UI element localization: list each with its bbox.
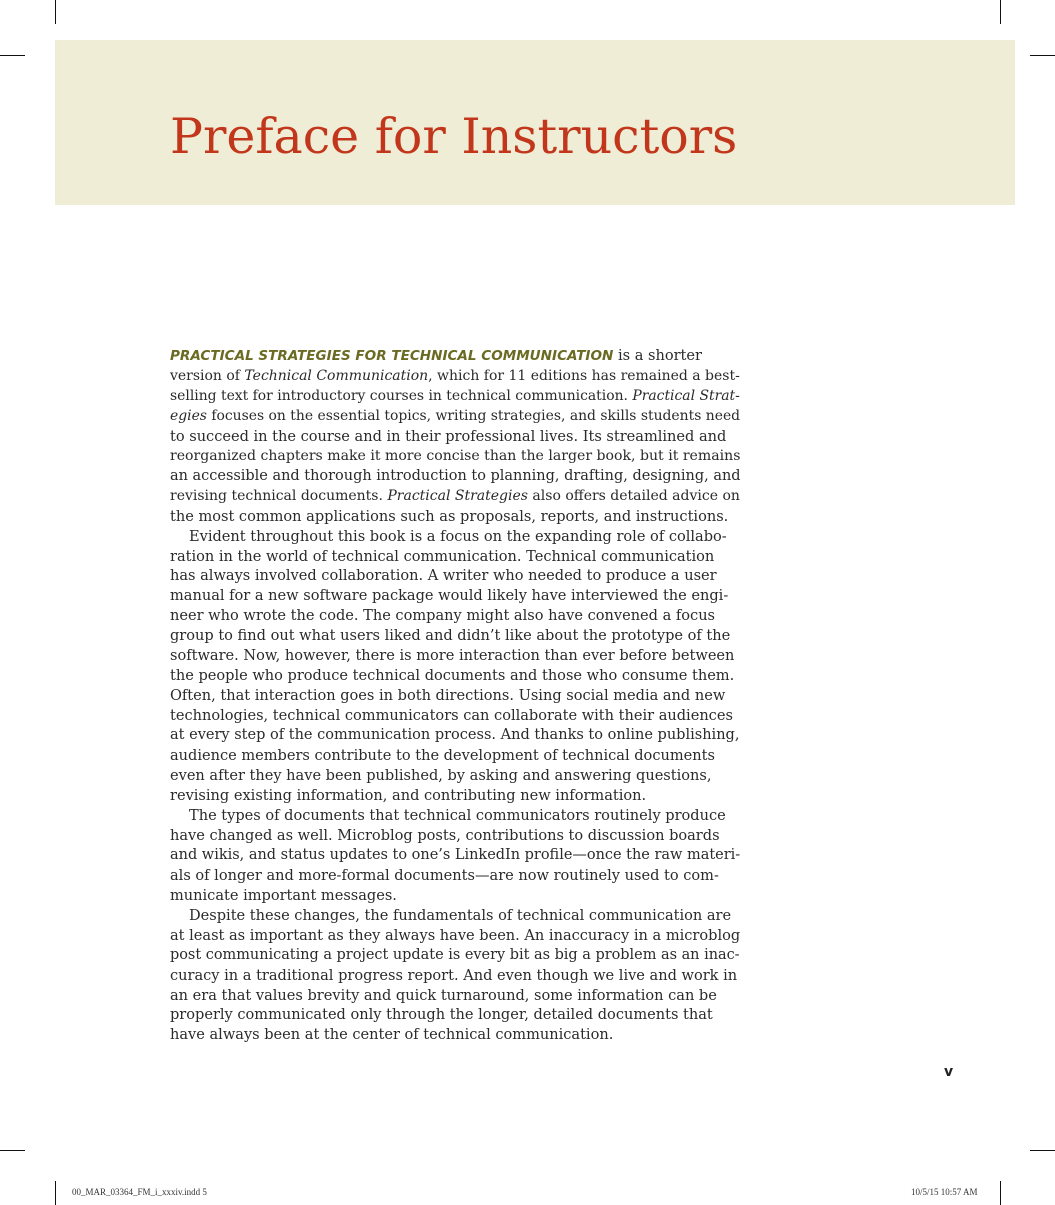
text-line [170, 606, 742, 626]
paragraph [170, 906, 742, 1046]
text-run: reorganized chapters make it more concise than the larger book, but it remains [170, 447, 741, 464]
text-line [170, 566, 742, 586]
text-run: software. Now, however, there is more interaction than ever before between [170, 647, 735, 665]
text-line [170, 926, 742, 946]
text-run: curacy in a traditional progress report. And even though we live and work in [170, 966, 738, 984]
text-run: Often, that interaction goes in both directions. Using social media and new [170, 687, 726, 705]
text-line [170, 886, 742, 906]
text-line [170, 387, 742, 407]
text-run: group to find out what users liked and didn’t like about the prototype of the [170, 627, 731, 645]
text-line [170, 447, 742, 467]
italic-text: Technical Communication [244, 367, 429, 384]
text-run: post communicating a project update is every bit as big a problem as an inac- [170, 946, 740, 963]
paragraph [170, 346, 742, 527]
italic-text: egies [170, 407, 207, 424]
slug-filename: 00_MAR_03364_FM_i_xxxiv.indd 5 [72, 1187, 207, 1197]
text-run: Evident throughout this book is a focus on the expanding role of collabo- [189, 527, 727, 545]
text-run: , which for 11 editions has remained a best- [428, 367, 740, 384]
text-run: the most common applications such as proposals, reports, and instructions. [170, 507, 729, 525]
text-line [170, 966, 742, 986]
italic-text: Practical Strategies [387, 487, 528, 504]
text-line [170, 786, 742, 806]
text-run: The types of documents that technical communicators routinely produce [189, 806, 726, 824]
text-line [170, 866, 742, 886]
text-line [170, 746, 742, 766]
text-run: have always been at the center of technical communication. [170, 1026, 614, 1044]
text-run: version of [170, 367, 245, 384]
text-line [170, 846, 742, 866]
text-line [170, 1025, 742, 1045]
text-run: properly communicated only through the longer, detailed documents that [170, 1006, 713, 1024]
text-line [170, 427, 742, 447]
lead-in-title: PRACTICAL STRATEGIES FOR TECHNICAL COMMUNICATION [170, 348, 614, 364]
italic-text: Practical Strat- [632, 387, 740, 404]
text-line [170, 507, 742, 527]
text-line [170, 626, 742, 646]
text-run: an era that values brevity and quick turnaround, some information can be [170, 986, 717, 1004]
page-title: Preface for Instructors [170, 108, 738, 165]
text-run: als of longer and more-formal documents—are now routinely used to com- [170, 866, 719, 884]
crop-mark-bottom-left [55, 1181, 56, 1205]
text-run: ration in the world of technical communication. Technical communication [170, 547, 715, 565]
text-run: revising existing information, and contributing new information. [170, 786, 647, 804]
text-line [170, 726, 742, 746]
text-line [170, 467, 742, 487]
crop-mark-right-upper [1030, 55, 1055, 56]
text-line [170, 766, 742, 786]
text-run: focuses on the essential topics, writing strategies, and skills students need [206, 407, 741, 424]
preface-body [170, 346, 742, 1045]
text-line [170, 407, 742, 427]
text-run: selling text for introductory courses in technical communication. [170, 387, 633, 404]
paragraph [170, 527, 742, 806]
text-run: have changed as well. Microblog posts, contributions to discussion boards [170, 826, 720, 844]
text-run: Despite these changes, the fundamentals of technical communication are [189, 906, 732, 924]
text-run: neer who wrote the code. The company might also have convened a focus [170, 607, 716, 625]
slug-timestamp: 10/5/15 10:57 AM [911, 1187, 978, 1197]
text-line [170, 826, 742, 846]
text-line [170, 586, 742, 606]
text-line [170, 527, 742, 547]
crop-mark-bottom-right [1000, 1181, 1001, 1205]
text-line [170, 1005, 742, 1025]
text-run: manual for a new software package would likely have interviewed the engi- [170, 587, 729, 605]
text-line [170, 806, 742, 826]
text-line [170, 547, 742, 567]
crop-mark-left-lower [0, 1150, 25, 1151]
text-line [170, 646, 742, 666]
text-run: and wikis, and status updates to one’s LinkedIn profile—once the raw materi- [170, 846, 741, 863]
page-number: v [944, 1064, 954, 1080]
paragraph [170, 806, 742, 906]
crop-mark-top-left [55, 0, 56, 24]
text-run: audience members contribute to the development of technical documents [170, 747, 715, 765]
text-run: even after they have been published, by asking and answering questions, [170, 767, 712, 785]
text-line [170, 367, 742, 387]
text-run: an accessible and thorough introduction to planning, drafting, designing, and [170, 467, 741, 484]
text-line [170, 487, 742, 507]
crop-mark-right-lower [1030, 1150, 1055, 1151]
text-run: the people who produce technical documents and those who consume them. [170, 667, 735, 685]
text-run: at least as important as they always have been. An inaccuracy in a microblog [170, 926, 741, 944]
text-run: revising technical documents. [170, 487, 388, 504]
text-run: is a shorter [613, 347, 702, 364]
text-run: at every step of the communication process. And thanks to online publishing, [170, 727, 740, 744]
text-line [170, 686, 742, 706]
text-line [170, 946, 742, 966]
text-run: also offers detailed advice on [527, 487, 740, 504]
text-run: to succeed in the course and in their professional lives. Its streamlined and [170, 427, 727, 445]
crop-mark-left-upper [0, 55, 25, 56]
text-run: technologies, technical communicators can collaborate with their audiences [170, 707, 733, 725]
text-line [170, 666, 742, 686]
text-line [170, 706, 742, 726]
text-run: municate important messages. [170, 886, 397, 904]
text-run: has always involved collaboration. A writer who needed to produce a user [170, 567, 717, 585]
crop-mark-top-right [1000, 0, 1001, 24]
text-line [170, 346, 742, 367]
text-line [170, 986, 742, 1006]
text-line [170, 906, 742, 926]
